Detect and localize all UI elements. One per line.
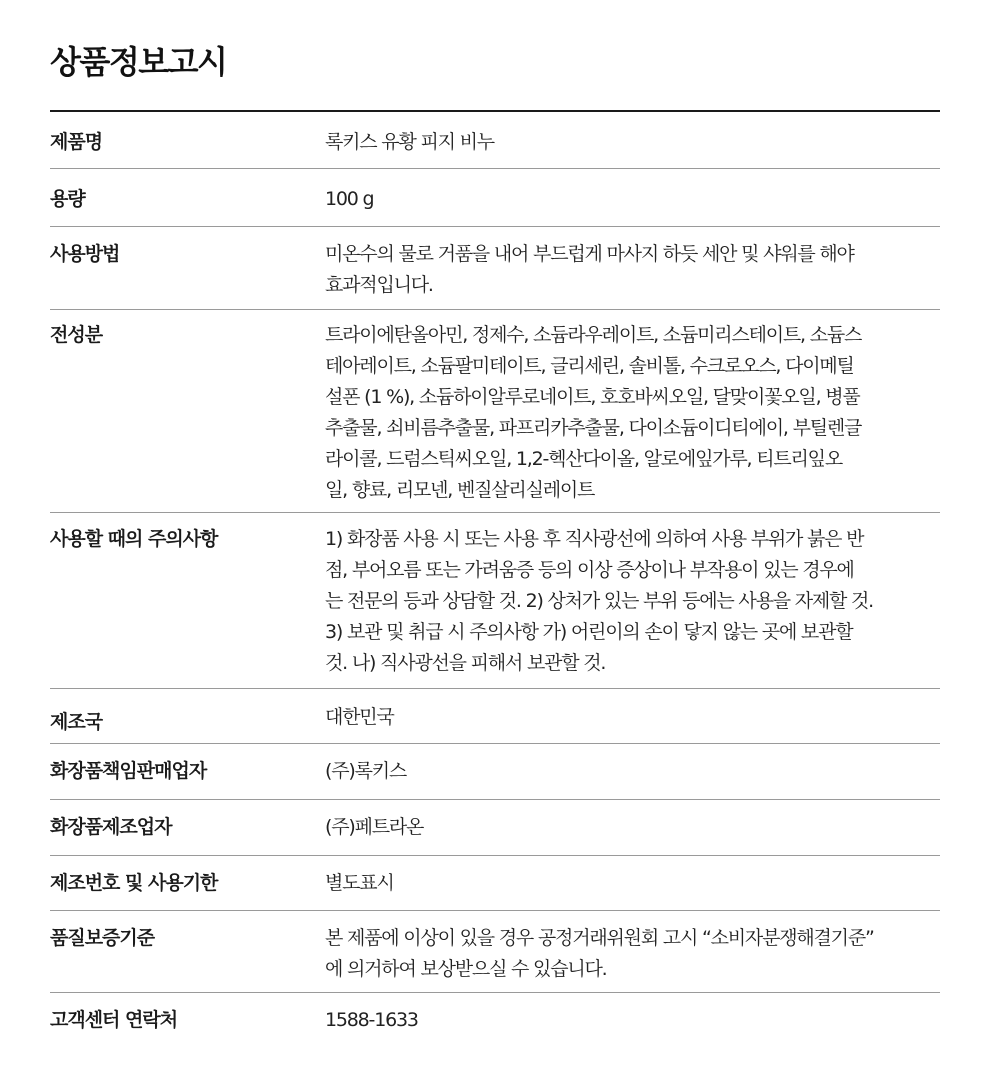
row-value: (주)페트라온 (325, 816, 424, 838)
row-label: 화장품제조업자 (50, 816, 172, 838)
row-value: 별도표시 (325, 872, 394, 894)
row-customer-center (50, 993, 940, 1053)
row-label: 전성분 (50, 324, 103, 346)
row-value: 1) 화장품 사용 시 또는 사용 후 직사광선에 의하여 사용 부위가 붉은 반 점, 부어오름 또는 가려움증 등의 이상 증상이나 부작용이 있는 경우에 는 전문의 등과 상담할 것. 2) 상처가 있는 부위 등에는 사용을 자제할 것. 3) 보관 및 취급 시 주의사항 가) 어린이의 손이 닿지 않는 곳에 보관할 것. 나) 직사광선을 피해서 보관할 것. (325, 528, 874, 674)
row-value: 대한민국 (325, 706, 394, 728)
row-value: 100 g (325, 188, 374, 210)
row-label: 제조국 (50, 711, 103, 733)
row-value: (주)록키스 (325, 760, 407, 782)
row-distributor (50, 744, 940, 800)
row-usage (50, 227, 940, 310)
row-ingredients (50, 310, 940, 513)
row-country (50, 689, 940, 744)
row-label: 화장품책임판매업자 (50, 760, 207, 782)
row-product-name (50, 112, 940, 169)
row-quality-standard (50, 911, 940, 993)
row-value: 본 제품에 이상이 있을 경우 공정거래위원회 고시 “소비자분쟁해결기준” 에 의거하여 보상받으실 수 있습니다. (325, 927, 874, 980)
product-info-table (50, 110, 940, 1053)
row-label: 사용방법 (50, 243, 120, 265)
row-value: 미온수의 물로 거품을 내어 부드럽게 마사지 하듯 세안 및 샤워를 해야 효과적입니다. (325, 243, 854, 296)
row-label: 용량 (50, 188, 85, 210)
row-value: 록키스 유황 피지 비누 (325, 131, 494, 153)
row-label: 사용할 때의 주의사항 (50, 528, 218, 550)
row-manufacturer (50, 800, 940, 856)
page-title: 상품정보고시 (50, 43, 227, 81)
row-precautions (50, 513, 940, 689)
row-label: 품질보증기준 (50, 927, 155, 949)
row-lot-expiry (50, 856, 940, 911)
row-label: 제조번호 및 사용기한 (50, 872, 218, 894)
row-value: 트라이에탄올아민, 정제수, 소듐라우레이트, 소듐미리스테이트, 소듐스 테아레이트, 소듐팔미테이트, 글리세린, 솔비톨, 수크로오스, 다이메틸 설폰 (1 %), 소듐하이알루로네이트, 호호바씨오일, 달맞이꽃오일, 병풀 추출물, 쇠비름추출물, 파프리카추출물, 다이소듐이디티에이, 부틸렌글 라이콜, 드럼스틱씨오일, 1,2-헥산다이올, 알로에잎가루, 티트리잎오 일, 향료, 리모넨, 벤질살리실레이트 (325, 324, 862, 501)
row-label: 고객센터 연락처 (50, 1009, 178, 1031)
row-value: 1588-1633 (325, 1009, 418, 1031)
row-label: 제품명 (50, 131, 103, 153)
row-capacity (50, 169, 940, 227)
